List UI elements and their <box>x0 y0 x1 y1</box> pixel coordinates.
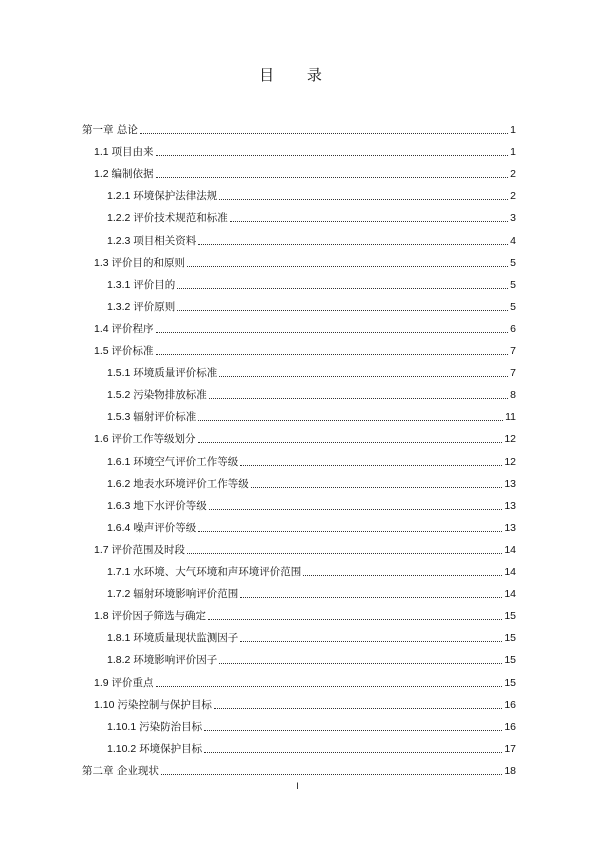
toc-entry-label: 1.10.2 环境保护目标 <box>107 742 203 755</box>
toc-entry[interactable] <box>107 230 516 248</box>
toc-entry-page: 12 <box>504 433 516 446</box>
toc-entry-label: 1.2.2 评价技术规范和标准 <box>107 212 228 225</box>
toc-entry-page: 18 <box>504 764 516 777</box>
toc-entry-page: 1 <box>510 146 516 159</box>
toc-entry-label: 1.2 编制依据 <box>94 168 154 181</box>
toc-entry[interactable] <box>94 539 516 557</box>
toc-entry[interactable] <box>107 185 516 203</box>
toc-entry[interactable] <box>107 274 516 292</box>
toc-entry-label: 1.5.1 环境质量评价标准 <box>107 367 218 380</box>
toc-entry-page: 4 <box>510 234 516 247</box>
toc-entry-label: 1.2.3 项目相关资料 <box>107 234 197 247</box>
toc-dot-leader <box>219 663 502 664</box>
toc-entry-label: 1.10 污染控制与保护目标 <box>94 698 212 711</box>
toc-dot-leader <box>219 376 508 377</box>
toc-entry[interactable] <box>94 252 516 270</box>
toc-dot-leader <box>240 465 502 466</box>
toc-entry-label: 1.7 评价范围及时段 <box>94 543 186 556</box>
toc-entry[interactable] <box>107 649 516 667</box>
toc-entry-label: 第一章 总论 <box>82 124 138 136</box>
toc-entry[interactable] <box>107 495 516 513</box>
toc-entry-page: 5 <box>510 300 516 313</box>
toc-entry[interactable] <box>107 207 516 225</box>
toc-dot-leader <box>187 553 502 554</box>
toc-entry[interactable] <box>107 517 516 535</box>
toc-entry-page: 14 <box>504 566 516 578</box>
toc-dot-leader <box>303 575 502 576</box>
toc-entry-label: 1.9 评价重点 <box>94 676 154 689</box>
toc-entry[interactable] <box>94 141 516 159</box>
toc-entry-label: 1.8.1 环境质量现状监测因子 <box>107 632 239 645</box>
toc-entry-page: 14 <box>504 543 516 556</box>
toc-entry-label: 1.5.3 辐射评价标准 <box>107 411 197 424</box>
toc-entry-page: 15 <box>504 676 516 689</box>
toc-entry[interactable] <box>94 340 516 358</box>
toc-entry[interactable] <box>107 716 516 734</box>
toc-entry[interactable] <box>107 362 516 380</box>
toc-dot-leader <box>198 244 508 245</box>
toc-entry[interactable] <box>94 428 516 446</box>
toc-entry-page: 17 <box>504 742 516 755</box>
toc-entry-page: 16 <box>504 720 516 733</box>
toc-entry-label: 1.6.1 环境空气评价工作等级 <box>107 455 239 468</box>
toc-dot-leader <box>156 332 509 333</box>
toc-entry-label: 1.5 评价标准 <box>94 345 154 357</box>
toc-entry-label: 1.6.3 地下水评价等级 <box>107 499 207 512</box>
toc-entry-page: 15 <box>504 654 516 667</box>
toc-entry[interactable] <box>107 406 516 424</box>
toc-dot-leader <box>214 708 502 709</box>
toc-entry-label: 1.4 评价程序 <box>94 322 154 335</box>
toc-entry-page: 13 <box>504 499 516 512</box>
toc-entry-page: 13 <box>504 477 516 490</box>
toc-entry[interactable] <box>107 583 516 601</box>
toc-dot-leader <box>204 752 502 753</box>
toc-entry-page: 1 <box>510 124 516 136</box>
toc-dot-leader <box>177 310 508 311</box>
toc-entry-label: 1.7.2 辐射环境影响评价范围 <box>107 588 239 601</box>
toc-entry-page: 2 <box>510 190 516 203</box>
toc-dot-leader <box>240 597 502 598</box>
toc-entry-page: 3 <box>510 212 516 225</box>
toc-dot-leader <box>209 398 508 399</box>
toc-dot-leader <box>156 686 503 687</box>
toc-entry[interactable] <box>107 296 516 314</box>
toc-dot-leader <box>140 133 508 134</box>
toc-entry-label: 1.1 项目由来 <box>94 146 154 159</box>
toc-entry[interactable] <box>107 738 516 756</box>
toc-dot-leader <box>251 487 503 488</box>
toc-entry-label: 第二章 企业现状 <box>82 764 159 777</box>
toc-entry-label: 1.7.1 水环境、大气环境和声环境评价范围 <box>107 566 302 578</box>
toc-dot-leader <box>230 221 508 222</box>
toc-dot-leader <box>156 177 509 178</box>
toc-dot-leader <box>177 288 508 289</box>
toc-entry[interactable] <box>94 163 516 181</box>
toc-entry-label: 1.6.2 地表水环境评价工作等级 <box>107 477 249 490</box>
toc-entry-page: 7 <box>510 345 516 357</box>
toc-entry-label: 1.5.2 污染物排放标准 <box>107 389 207 402</box>
toc-entry-label: 1.3.1 评价目的 <box>107 278 176 291</box>
toc-entry[interactable] <box>107 384 516 402</box>
toc-dot-leader <box>161 774 502 775</box>
toc-dot-leader <box>240 641 502 642</box>
toc-entry-page: 8 <box>510 389 516 402</box>
toc-dot-leader <box>209 509 503 510</box>
toc-entry-page: 16 <box>504 698 516 711</box>
toc-entry-page: 11 <box>505 411 516 424</box>
toc-dot-leader <box>156 155 509 156</box>
toc-entry[interactable] <box>82 760 516 778</box>
toc-dot-leader <box>198 442 503 443</box>
toc-entry[interactable] <box>107 561 516 579</box>
toc-entry-page: 5 <box>510 278 516 291</box>
toc-entry[interactable] <box>94 318 516 336</box>
toc-entry[interactable] <box>94 694 516 712</box>
toc-entry-page: 6 <box>510 322 516 335</box>
toc-entry-page: 14 <box>504 588 516 601</box>
toc-entry-label: 1.6 评价工作等级划分 <box>94 433 196 446</box>
toc-entry-label: 1.2.1 环境保护法律法规 <box>107 190 218 203</box>
toc-dot-leader <box>198 420 503 421</box>
toc-dot-leader <box>198 531 502 532</box>
toc-entry-page: 2 <box>510 168 516 181</box>
toc-entry-label: 1.10.1 污染防治目标 <box>107 720 203 733</box>
toc-entry[interactable] <box>94 672 516 690</box>
toc-dot-leader <box>156 354 509 355</box>
toc-entry-label: 1.3.2 评价原则 <box>107 300 176 313</box>
toc-dot-leader <box>187 266 508 267</box>
toc-entry-label: 1.8 评价因子筛选与确定 <box>94 610 207 623</box>
toc-entry-label: 1.6.4 噪声评价等级 <box>107 521 197 534</box>
toc-title: 目 录 <box>259 66 336 84</box>
toc-entry-page: 15 <box>504 632 516 645</box>
toc-entry[interactable] <box>94 605 516 623</box>
toc-entry-page: 15 <box>504 610 516 623</box>
toc-entry[interactable] <box>107 473 516 491</box>
toc-entry-page: 5 <box>510 256 516 269</box>
toc-entry[interactable] <box>107 627 516 645</box>
page-number: I <box>296 781 299 791</box>
toc-entry-page: 13 <box>504 521 516 534</box>
toc-dot-leader <box>219 199 508 200</box>
toc-entry[interactable] <box>82 119 516 137</box>
toc-dot-leader <box>204 730 502 731</box>
toc-entry-page: 7 <box>510 367 516 380</box>
toc-entry[interactable] <box>107 451 516 469</box>
toc-entry-label: 1.3 评价目的和原则 <box>94 256 186 269</box>
toc-dot-leader <box>208 619 502 620</box>
toc-entry-page: 12 <box>504 455 516 468</box>
toc-entry-label: 1.8.2 环境影响评价因子 <box>107 654 218 667</box>
